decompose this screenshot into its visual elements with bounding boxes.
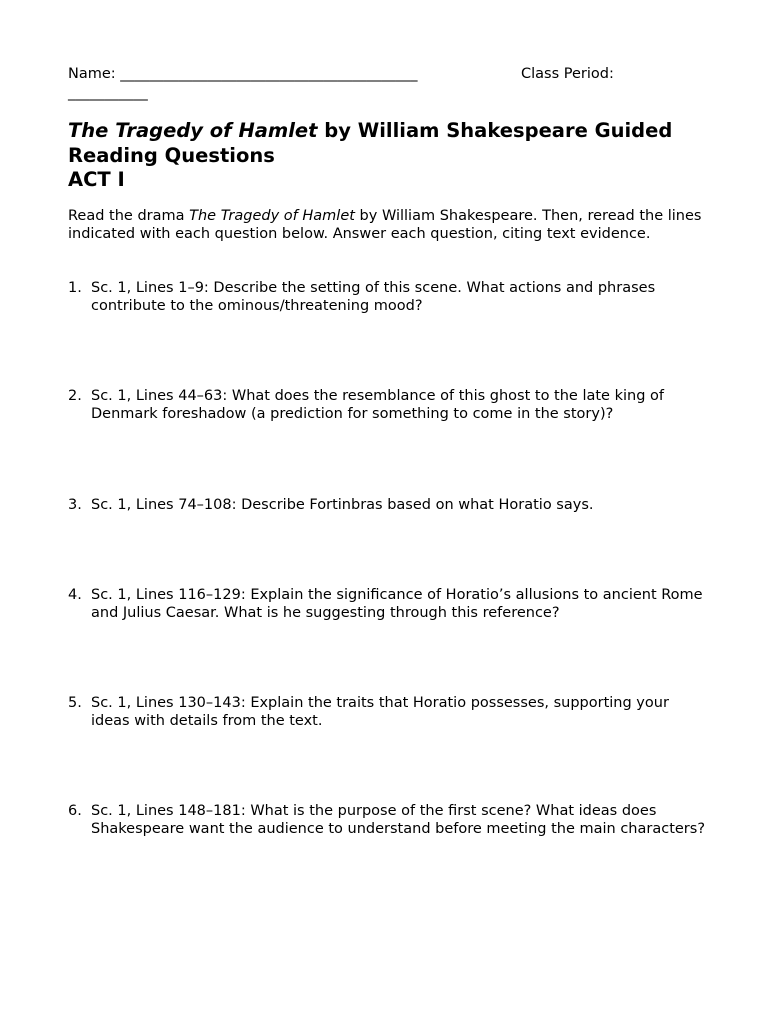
question-item bbox=[68, 387, 708, 423]
class-period-blank-line: ___________ bbox=[68, 85, 148, 101]
question-number: 4. bbox=[68, 587, 82, 603]
worksheet-title bbox=[68, 119, 718, 193]
question-item bbox=[68, 694, 708, 730]
question-text: Sc. 1, Lines 74–108: Describe Fortinbras based on what Horatio says. bbox=[91, 497, 594, 513]
question-text: Sc. 1, Lines 148–181: What is the purpose of the first scene? What ideas does Shakespeare want the audience to understand before meeting the main characters? bbox=[91, 803, 706, 837]
question-item bbox=[68, 586, 708, 622]
question-text: Sc. 1, Lines 44–63: What does the resemblance of this ghost to the late king of Denmark foreshadow (a prediction for something to come in the story)? bbox=[91, 388, 664, 422]
class-period-label: Class Period: bbox=[521, 66, 614, 82]
question-item bbox=[68, 496, 708, 514]
question-text: Sc. 1, Lines 116–129: Explain the significance of Horatio’s allusions to ancient Rome and Julius Caesar. What is he suggesting through this reference? bbox=[91, 587, 703, 621]
question-text: Sc. 1, Lines 130–143: Explain the traits that Horatio possesses, supporting your ideas with details from the text. bbox=[91, 695, 669, 729]
question-number: 1. bbox=[68, 280, 82, 296]
instructions-paragraph bbox=[68, 207, 708, 243]
question-number: 3. bbox=[68, 497, 82, 513]
intro-rest: by William Shakespeare. Then, reread the lines indicated with each question below. Answer each question, citing text evidence. bbox=[68, 208, 702, 242]
question-number: 2. bbox=[68, 388, 82, 404]
title-rest: by William Shakespeare Guided Reading Questions bbox=[68, 119, 673, 167]
question-item bbox=[68, 279, 708, 315]
question-text: Sc. 1, Lines 1–9: Describe the setting of this scene. What actions and phrases contribute to the ominous/threatening mood? bbox=[91, 280, 656, 314]
question-number: 6. bbox=[68, 803, 82, 819]
name-blank-line: _________________________________________ bbox=[120, 66, 418, 82]
question-number: 5. bbox=[68, 695, 82, 711]
name-label: Name: bbox=[68, 66, 116, 82]
question-item bbox=[68, 802, 708, 838]
intro-lead: Read the drama bbox=[68, 208, 190, 224]
title-work-name: The Tragedy of Hamlet bbox=[68, 119, 318, 142]
header-name-row bbox=[68, 65, 708, 83]
title-act: ACT I bbox=[68, 168, 125, 191]
intro-work-name: The Tragedy of Hamlet bbox=[189, 208, 355, 224]
